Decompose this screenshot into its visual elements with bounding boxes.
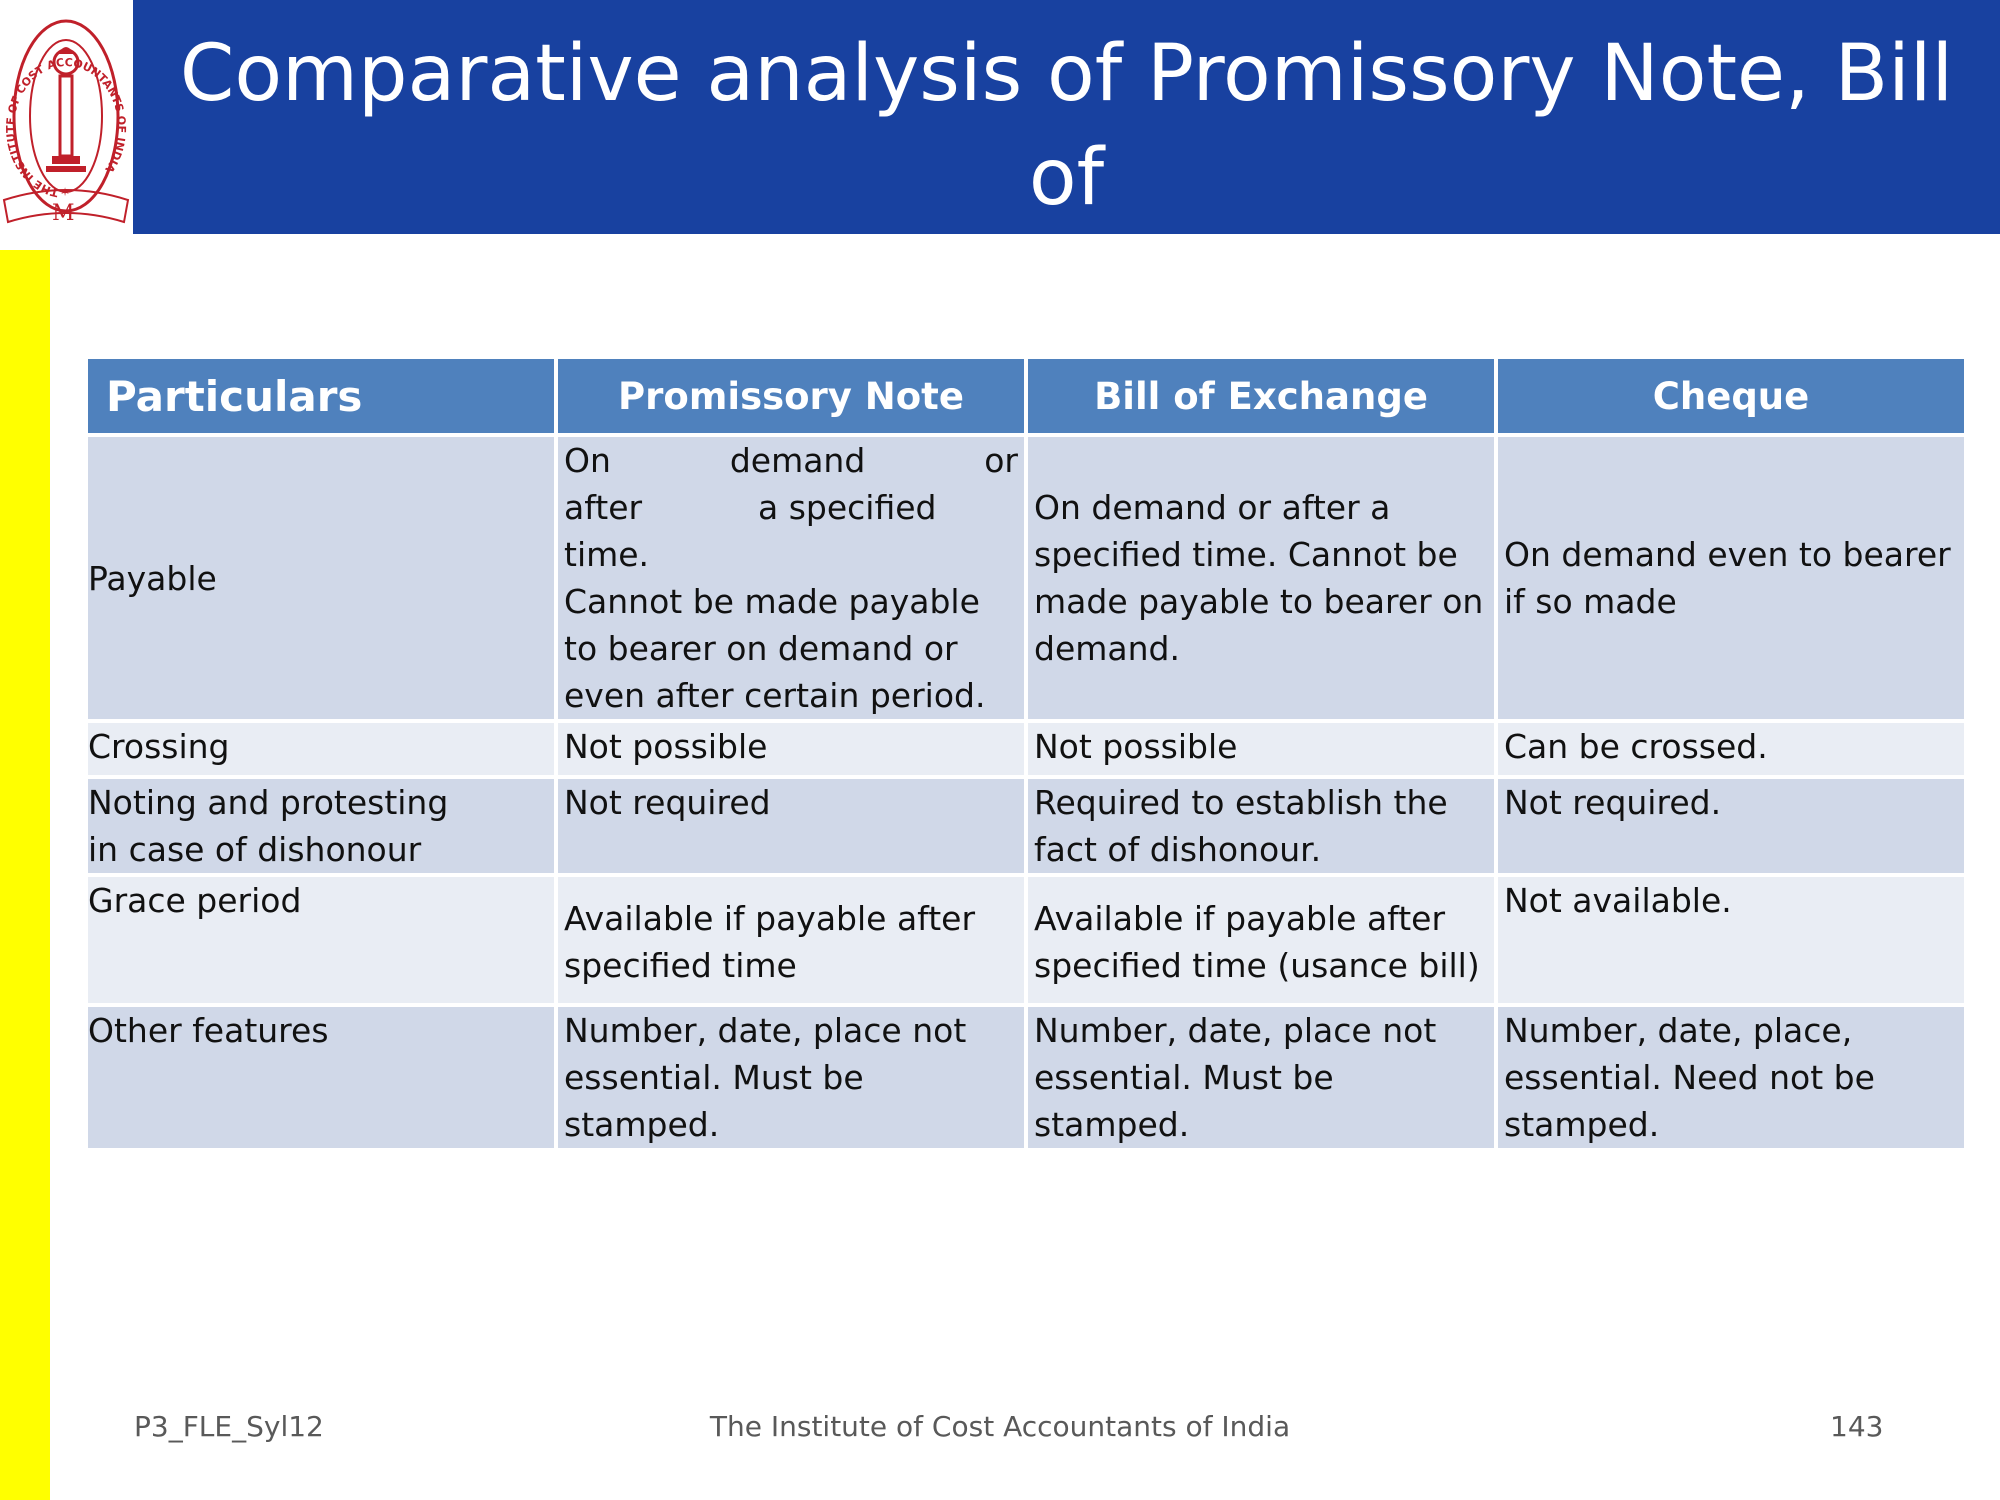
svg-text:M: M [52, 201, 75, 226]
footer-code: P3_FLE_Syl12 [134, 1410, 324, 1443]
title-line-1: Comparative analysis of Promissory Note, Bill of [179, 29, 1954, 223]
table-row [88, 779, 1964, 873]
word: after [564, 488, 643, 527]
title-line-2: Exchange and Cheque. [615, 237, 1518, 327]
word: On [564, 441, 611, 480]
cell-cheque: Number, date, place, essential. Need not be stamped. [1498, 1007, 1964, 1148]
cell-cheque: Not required. [1498, 779, 1964, 873]
header-cheque: Cheque [1498, 359, 1964, 433]
page-number: 143 [1830, 1410, 1884, 1443]
svg-text:✶: ✶ [60, 185, 71, 199]
page-title [133, 22, 2000, 334]
pn-justified-line [564, 484, 1018, 531]
cell-promissory-note: Not required [558, 779, 1024, 873]
cell-bill-of-exchange: On demand or after a specified time. Cannot be made payable to bearer on demand. [1028, 437, 1494, 719]
cell-bill-of-exchange: Not possible [1028, 723, 1494, 775]
svg-text:THE INSTITUTE OF COST ACCOUNTA: THE INSTITUTE OF COST ACCOUNTANTS OF INDIA [4, 55, 129, 200]
comparison-table [84, 355, 1968, 1152]
cell-promissory-note [558, 437, 1024, 719]
footer-institute: The Institute of Cost Accountants of India [709, 1410, 1291, 1443]
header-bill-of-exchange: Bill of Exchange [1028, 359, 1494, 433]
table-header-row [88, 359, 1964, 433]
cell-promissory-note: Available if payable after specified time [558, 877, 1024, 1003]
title-band [133, 0, 2000, 327]
cell-particular: Crossing [88, 723, 554, 775]
cell-cheque: On demand even to bearer if so made [1498, 437, 1964, 719]
header-particulars: Particulars [88, 359, 554, 433]
word: a specified [758, 488, 937, 527]
cell-cheque: Not available. [1498, 877, 1964, 1003]
institute-logo [0, 0, 132, 234]
table-row [88, 437, 1964, 719]
cell-promissory-note: Number, date, place not essential. Must be stamped. [558, 1007, 1024, 1148]
cell-particular: Grace period [88, 877, 554, 1003]
header-promissory-note: Promissory Note [558, 359, 1024, 433]
cell-bill-of-exchange: Number, date, place not essential. Must be stamped. [1028, 1007, 1494, 1148]
pn-line: time. [564, 535, 650, 574]
table-row [88, 877, 1964, 1003]
pn-justified-line [564, 437, 1018, 484]
institute-logo-icon [0, 0, 132, 234]
cell-bill-of-exchange: Available if payable after specified time (usance bill) [1028, 877, 1494, 1003]
word: or [984, 441, 1018, 480]
side-accent-bar [0, 250, 50, 1500]
cell-cheque: Can be crossed. [1498, 723, 1964, 775]
pn-rest: Cannot be made payable to bearer on demand or even after certain period. [564, 582, 986, 715]
cell-particular: Noting and protesting in case of dishonour [88, 779, 554, 873]
cell-bill-of-exchange: Required to establish the fact of dishonour. [1028, 779, 1494, 873]
cell-particular: Other features [88, 1007, 554, 1148]
table-row [88, 723, 1964, 775]
cell-promissory-note: Not possible [558, 723, 1024, 775]
cell-particular: Payable [88, 437, 554, 719]
table-row [88, 1007, 1964, 1148]
word: demand [729, 441, 866, 480]
